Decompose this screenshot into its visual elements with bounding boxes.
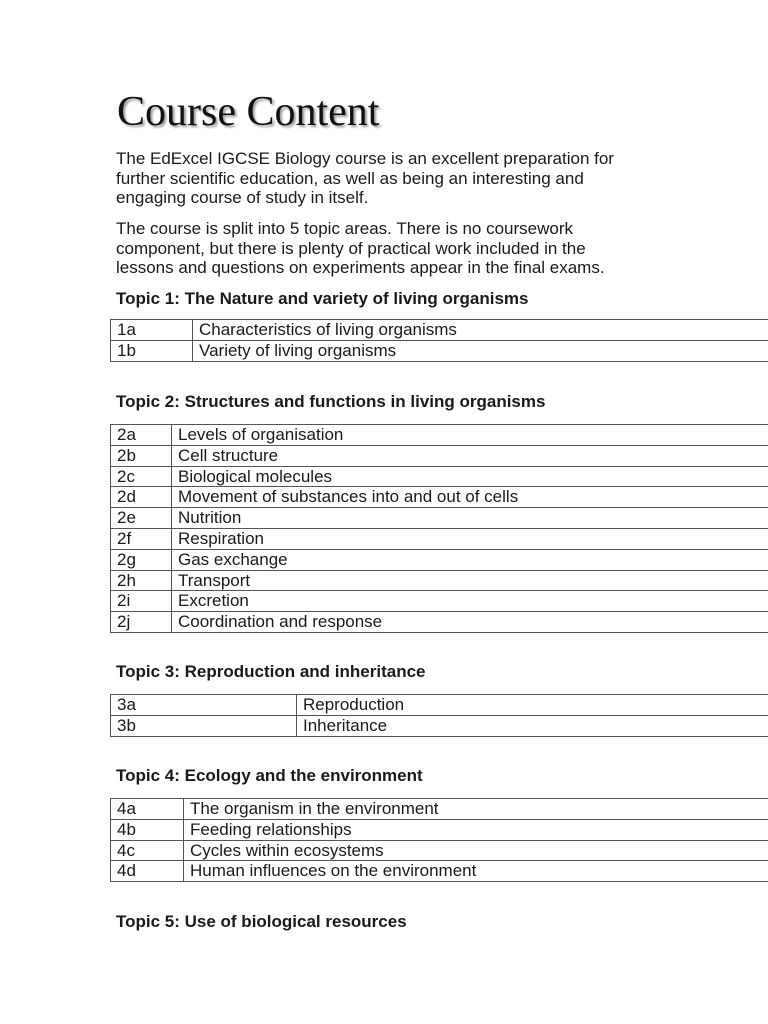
table-row: [111, 695, 768, 716]
topic-name: Human influences on the environment: [184, 861, 768, 882]
table-row: [111, 508, 768, 529]
table-row: [111, 570, 768, 591]
intro-line: further scientific education, as well as being an interesting and: [116, 168, 584, 188]
topic-code: 3a: [111, 695, 297, 716]
table-row: [111, 612, 768, 633]
structure-line: The course is split into 5 topic areas. There is no coursework: [116, 219, 574, 238]
structure-line: component, but there is plenty of practical work included in the: [116, 238, 586, 258]
topic-2-table: [110, 424, 768, 633]
intro-line: engaging course of study in itself.: [116, 188, 369, 207]
topic-code: 2j: [111, 612, 172, 633]
table-row: [111, 340, 768, 361]
topic-code: 2d: [111, 487, 172, 508]
intro-paragraph: [116, 149, 676, 208]
topic-name: Cycles within ecosystems: [184, 840, 768, 861]
topic-code: 4d: [111, 861, 184, 882]
topic-name: The organism in the environment: [184, 799, 768, 820]
topic-code: 1a: [111, 320, 193, 341]
topic-name: Feeding relationships: [184, 819, 768, 840]
table-row: [111, 715, 768, 736]
structure-line: lessons and questions on experiments appear in the final exams.: [116, 258, 605, 277]
topic-name: Biological molecules: [172, 466, 768, 487]
topic-code: 2g: [111, 549, 172, 570]
topic-4-table: [110, 798, 768, 882]
topic-code: 2e: [111, 508, 172, 529]
topic-code: 3b: [111, 715, 297, 736]
table-row: [111, 466, 768, 487]
topic-1-heading: Topic 1: The Nature and variety of living organisms: [116, 289, 529, 308]
topic-name: Characteristics of living organisms: [193, 320, 768, 341]
topic-code: 4b: [111, 819, 184, 840]
topic-code: 2b: [111, 445, 172, 466]
intro-line: The EdExcel IGCSE Biology course is an excellent preparation for: [116, 149, 614, 168]
topic-code: 2h: [111, 570, 172, 591]
table-row: [111, 819, 768, 840]
table-row: [111, 320, 768, 341]
topic-code: 1b: [111, 340, 193, 361]
structure-paragraph: [116, 219, 676, 278]
topic-code: 2i: [111, 591, 172, 612]
topic-name: Coordination and response: [172, 612, 768, 633]
topic-code: 4c: [111, 840, 184, 861]
topic-name: Variety of living organisms: [193, 340, 768, 361]
table-row: [111, 799, 768, 820]
topic-name: Excretion: [172, 591, 768, 612]
topic-name: Transport: [172, 570, 768, 591]
topic-code: 2f: [111, 528, 172, 549]
topic-name: Respiration: [172, 528, 768, 549]
table-row: [111, 840, 768, 861]
topic-3-heading: Topic 3: Reproduction and inheritance: [116, 662, 426, 681]
topic-5-heading: Topic 5: Use of biological resources: [116, 912, 407, 931]
table-row: [111, 528, 768, 549]
topic-code: 4a: [111, 799, 184, 820]
topic-4-heading: Topic 4: Ecology and the environment: [116, 766, 423, 785]
page-title: Course Content: [117, 89, 380, 135]
topic-1-table: [110, 319, 768, 362]
topic-name: Levels of organisation: [172, 425, 768, 446]
topic-2-heading: Topic 2: Structures and functions in living organisms: [116, 392, 546, 411]
topic-3-table: [110, 694, 768, 737]
topic-name: Nutrition: [172, 508, 768, 529]
table-row: [111, 861, 768, 882]
topic-name: Reproduction: [297, 695, 768, 716]
table-row: [111, 425, 768, 446]
table-row: [111, 591, 768, 612]
table-row: [111, 487, 768, 508]
table-row: [111, 445, 768, 466]
topic-code: 2a: [111, 425, 172, 446]
topic-name: Inheritance: [297, 715, 768, 736]
topic-name: Gas exchange: [172, 549, 768, 570]
topic-name: Movement of substances into and out of cells: [172, 487, 768, 508]
table-row: [111, 549, 768, 570]
topic-code: 2c: [111, 466, 172, 487]
topic-name: Cell structure: [172, 445, 768, 466]
